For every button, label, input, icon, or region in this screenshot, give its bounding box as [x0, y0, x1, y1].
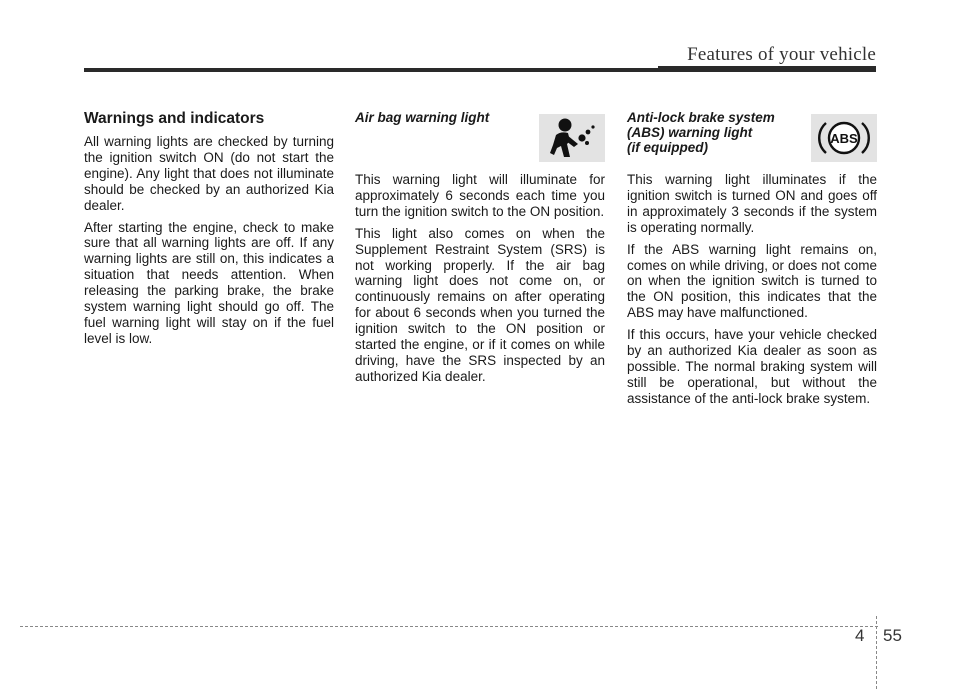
warnings-heading: Warnings and indicators: [84, 110, 265, 127]
airbag-paragraph-1: This warning light will illuminate for approximately 6 seconds each time you turn the ignition switch to the ON position.: [355, 172, 605, 219]
page-number: 55: [883, 626, 902, 645]
abs-paragraph-3: If this occurs, have your vehicle checked by an authorized Kia dealer as soon as possible. The normal braking system will still be operational, but without the assistance of the anti-lock brake system.: [627, 327, 877, 406]
warnings-column: [84, 110, 334, 353]
abs-heading-line-3: (if equipped): [627, 140, 708, 155]
footer-rule: [20, 626, 878, 627]
abs-heading-line-2: (ABS) warning light: [627, 125, 753, 140]
airbag-heading: Air bag warning light: [355, 110, 490, 125]
page-header-title: Features of your vehicle: [687, 44, 876, 65]
warnings-paragraph-2: After starting the engine, check to make sure that all warning lights are off. If any warning lights are still on, this indicates a situation that needs attention. When releasing the parking brake, the brake system warning light should go off. The fuel warning light will stay on if the fuel level is low.: [84, 219, 334, 346]
abs-heading-line-1: Anti-lock brake system: [627, 110, 775, 125]
warnings-paragraph-1: All warning lights are checked by turning the ignition switch ON (do not start the engine). Any light that does not illuminate should be checked by an authorized Kia dealer.: [84, 134, 334, 213]
airbag-warning-icon: [539, 114, 605, 162]
chapter-number: 4: [855, 626, 865, 645]
footer-divider: [876, 616, 877, 689]
abs-paragraph-2: If the ABS warning light remains on, comes on while driving, or does not come on when the ignition switch is turned to the ON position, this indicates that the ABS may have malfunctioned.: [627, 241, 877, 321]
airbag-paragraph-2: This light also comes on when the Supplement Restraint System (SRS) is not working properly. If the air bag warning light does not come on, or continuously remains on after operating for about 6 seconds when you turned the ignition switch to the ON position or started the engine, or if it comes on while driving, have the SRS inspected by an authorized Kia dealer.: [355, 225, 605, 384]
abs-warning-icon: [811, 114, 877, 162]
abs-heading-block: [627, 110, 877, 164]
airbag-heading-block: [355, 110, 605, 164]
airbag-column: [355, 110, 605, 391]
abs-paragraph-1: This warning light illuminates if the ignition switch is turned ON and goes off in approximately 3 seconds if the system is operating normally.: [627, 172, 877, 235]
abs-column: [627, 110, 877, 413]
header-rule: [84, 68, 876, 72]
abs-icon-text: ABS: [830, 131, 858, 146]
